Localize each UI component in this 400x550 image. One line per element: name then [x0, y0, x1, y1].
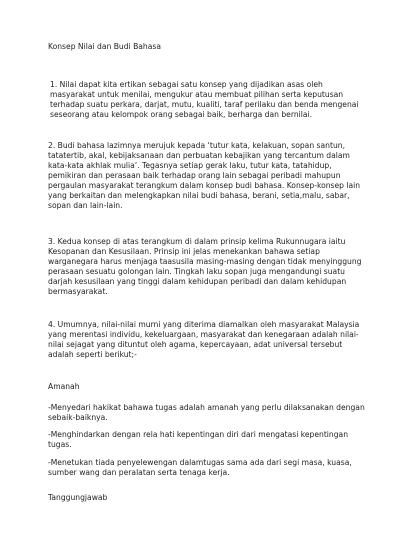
paragraph-2: 2. Budi bahasa lazimnya merujuk kepada ‘tutur kata, kelakuan, sopan santun, tatatertib, akal, kebijaksanaan dan perbuatan kebajikan yang tercantum dalam kata-kata akhlak mulia’. Tegasnya setiap gerak laku, tutur kata, tatahidup, pemikiran dan perasaan baik terhadap orang lain sebagai peribadi mahupun pergaulan masyarakat terangkum dalam konsep budi bahasa. Konsep-konsep lain yang berkaitan dan melengkapkan nilai budi bahasa, berani, setia,malu, sabar, sopan dan lain-lain. — [48, 141, 361, 210]
paragraph-3: 3. Kedua konsep di atas terangkum di dalam prinsip kelima Rukunnugara iaitu Kesopanan dan Kesusilaan. Prinsip ini jelas menekankan bahawa setiap warganegara harus menjaga taasusila masing-masing dengan tidak menyinggung perasaan sesuatu golongan lain. Tingkah laku sopan juga mengandungi suatu darjah kesusilaan yang tinggi dalam kehidupan peribadi dan dalam kehidupan bermasyarakat. — [48, 237, 362, 296]
amanah-item: -Menetukan tiada penyelewengan dalamtugas sama ada dari segi masa, kuasa, sumber wang dan peralatan serta tenaga kerja. — [48, 458, 352, 477]
paragraph-1: 1. Nilai dapat kita ertikan sebagai satu konsep yang dijadikan asas oleh masyarakat untuk menilai, mengukur atau membuat pilihan serta keputusan terhadap suatu perkara, darjat, mutu, kualiti, taraf perilaku dan benda mengenai seseorang atau kelompok orang sebagai baik, berharga dan bernilai. — [50, 80, 359, 119]
document-title: Konsep Nilai dan Budi Bahasa — [48, 42, 162, 51]
amanah-heading: Amanah — [48, 382, 80, 391]
tanggungjawab-heading: Tanggungjawab — [48, 493, 108, 502]
amanah-item: -Menghindarkan dengan rela hati kepentingan diri dari mengatasi kepentingan tugas. — [48, 430, 349, 449]
amanah-item: -Menyedari hakikat bahawa tugas adalah amanah yang perlu dilaksanakan dengan sebaik-baiknya. — [48, 403, 365, 422]
paragraph-4: 4. Umumnya, nilai-nilai murni yang diterima diamalkan oleh masyarakat Malaysia yang merentasi individu, kekeluargaan, masyarakat dan kenegaraan adalah nilai-nilai sejagat yang dituntut oleh agama, kepercayaan, adat universal tersebut adalah seperti berikut;- — [48, 320, 360, 359]
